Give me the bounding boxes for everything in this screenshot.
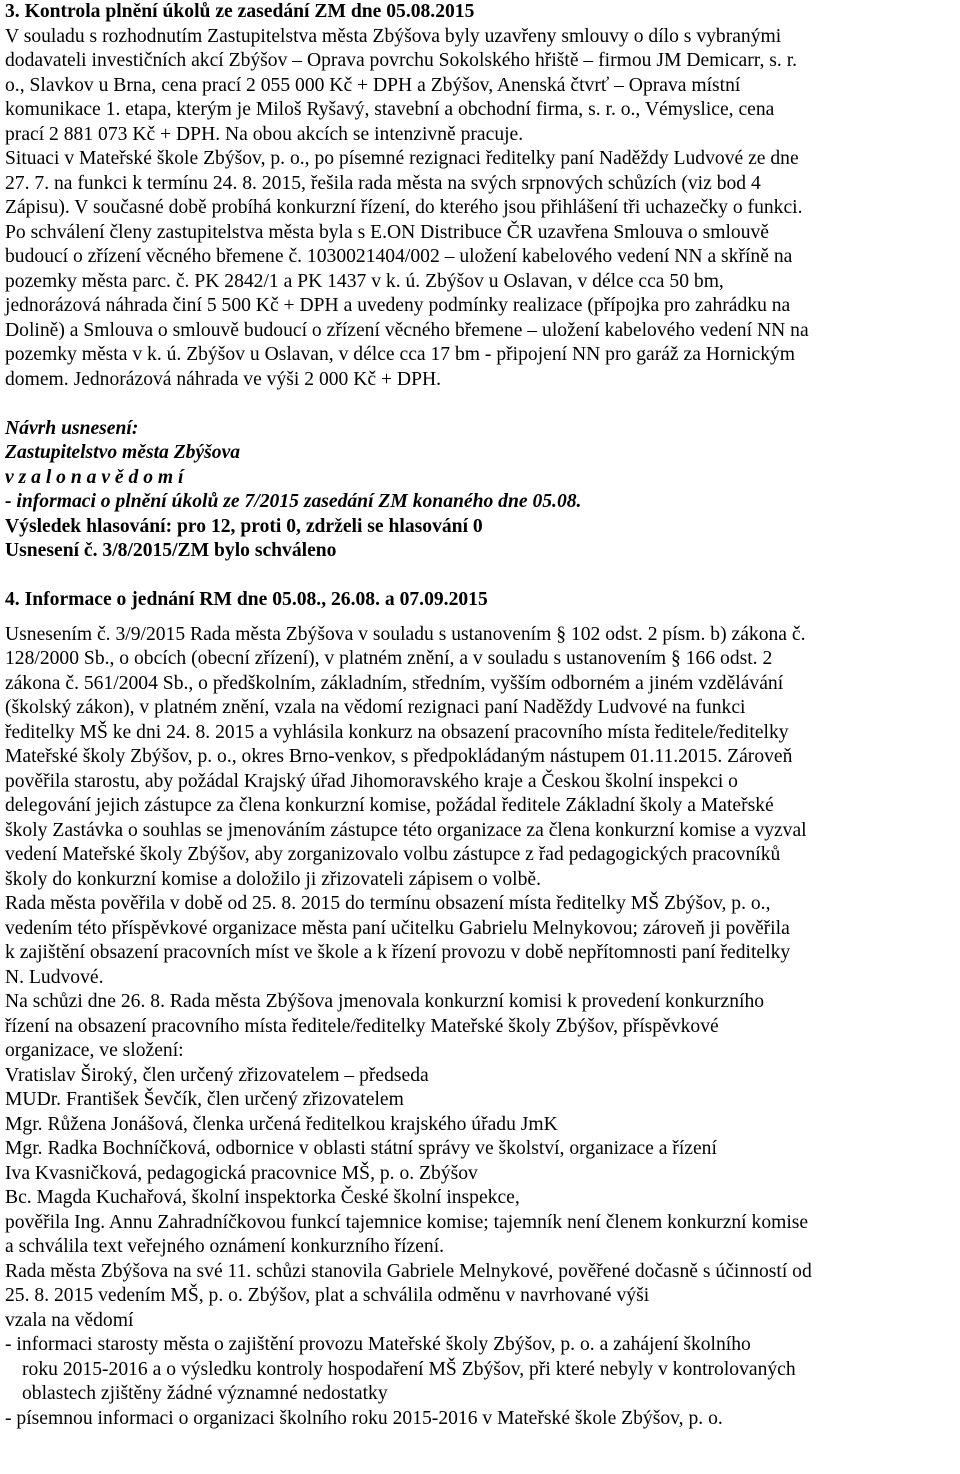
committee-member: Bc. Magda Kuchařová, školní inspektorka České školní inspekce, [5, 1187, 520, 1208]
text-line: V souladu s rozhodnutím Zastupitelstva města Zbýšova byly uzavřeny smlouvy o dílo s vybranými [5, 25, 782, 47]
text-line: zákona č. 561/2004 Sb., o předškolním, základním, středním, vyšším odborném a jiném vzdělávání [5, 672, 784, 694]
text-line: Po schválení členy zastupitelstva města byla s E.ON Distribuce ČR uzavřena Smlouva o smlouvě [5, 221, 769, 243]
text-line: Rada města pověřila v době od 25. 8. 2015 do termínu obsazení místa ředitelky MŠ Zbýšov, p. o., [5, 893, 771, 914]
section-4-body [5, 623, 957, 1432]
committee-member: Vratislav Široký, člen určený zřizovatelem – předseda [5, 1064, 429, 1086]
document-page [5, 0, 957, 1431]
text-line: ředitelky MŠ ke dni 24. 8. 2015 a vyhlásila konkurz na obsazení pracovního místa ředitele/ředitelky [5, 721, 789, 743]
resolution-block [5, 417, 957, 564]
text-line: Situaci v Mateřské škole Zbýšov, p. o., po písemné rezignaci ředitelky paní Naděždy Ludvové ze dne [5, 148, 799, 169]
text-line: Mateřské školy Zbýšov, p. o., okres Brno-venkov, s předpokládaným nástupem 01.11.2015. Zároveň [5, 746, 793, 767]
text-line: budoucí o zřízení věcného břemene č. 1030021404/002 – uložení kabelového vedení NN a skříně na [5, 246, 793, 267]
resolution-item: - informaci o plnění úkolů ze 7/2015 zasedání ZM konaného dne 05.08. [5, 491, 582, 512]
text-line: Usnesením č. 3/9/2015 Rada města Zbýšova v souladu s ustanovením § 102 odst. 2 písm. b) zákona č. [5, 623, 806, 645]
proposal-label: Návrh usnesení: [5, 417, 139, 439]
text-line: školy do konkurzní komise a doložilo ji zřizovateli zápisem o volbě. [5, 868, 541, 890]
resolution-action: v z a l o n a v ě d o m í [5, 466, 184, 488]
text-line: (školský zákon), v platném znění, vzala na vědomí rezignaci paní Naděždy Ludvové na funkci [5, 697, 746, 718]
text-line: dodavateli investičních akcí Zbýšov – Oprava povrchu Sokolského hřiště – firmou JM Demicarr, s. r. [5, 50, 798, 71]
list-item-continuation: roku 2015-2016 a o výsledku kontroly hospodaření MŠ Zbýšov, při které nebyly v kontrolovaných [22, 1358, 796, 1380]
text-line: řízení na obsazení pracovního místa ředitele/ředitelky Mateřské školy Zbýšov, příspěvkové [5, 1015, 719, 1037]
text-line: pověřila starostu, aby požádal Krajský úřad Jihomoravského kraje a Českou školní inspekci o [5, 770, 738, 792]
list-item: - písemnou informaci o organizaci školního roku 2015-2016 v Mateřské škole Zbýšov, p. o. [5, 1407, 723, 1429]
text-line: pozemky města parc. č. PK 2842/1 a PK 1437 v k. ú. Zbýšov u Oslavan, v délce cca 50 bm, [5, 270, 724, 292]
text-line: vzala na vědomí [5, 1309, 134, 1331]
text-line: 128/2000 Sb., o obcích (obecní zřízení), v platném znění, a v souladu s ustanovením § 166 odst. 2 [5, 648, 773, 669]
text-line: jednorázová náhrada činí 5 500 Kč + DPH a uvedeny podmínky realizace (přípojka pro zahrádku na [5, 295, 791, 316]
section-3-heading: 3. Kontrola plnění úkolů ze zasedání ZM dne 05.08.2015 [5, 1, 475, 22]
text-line: 25. 8. 2015 vedením MŠ, p. o. Zbýšov, plat a schválila odměnu v navrhované výši [5, 1285, 650, 1306]
text-line: Zápisu). V současné době probíhá konkurzní řízení, do kterého jsou přihlášení tři uchazečky o funkci. [5, 197, 803, 218]
text-line: organizace, ve složení: [5, 1040, 184, 1061]
text-line: školy Zastávka o souhlas se jmenováním zástupce této organizace za člena konkurzní komise a vyzval [5, 819, 807, 841]
text-line: vedení Mateřské školy Zbýšov, aby zorganizovalo volbu zástupce z řad pedagogických pracovníků [5, 844, 781, 865]
section-4-heading: 4. Informace o jednání RM dne 05.08., 26.08. a 07.09.2015 [5, 589, 488, 610]
committee-member: Mgr. Růžena Jonášová, členka určená ředitelkou krajského úřadu JmK [5, 1113, 558, 1135]
text-line: a schválila text veřejného oznámení konkurzního řízení. [5, 1236, 445, 1257]
text-line: Rada města Zbýšova na své 11. schůzi stanovila Gabriele Melnykové, pověřené dočasně s účinností od [5, 1260, 812, 1282]
resolution-body: Zastupitelstvo města Zbýšova [5, 442, 241, 463]
vote-result: Výsledek hlasování: pro 12, proti 0, zdrželi se hlasování 0 [5, 515, 483, 537]
text-line: domem. Jednorázová náhrada ve výši 2 000 Kč + DPH. [5, 368, 442, 390]
committee-member: MUDr. František Ševčík, člen určený zřizovatelem [5, 1089, 404, 1110]
text-line: k zajištění obsazení pracovních míst ve škole a k řízení provozu v době nepřítomnosti paní ředitelky [5, 942, 791, 963]
text-line: pověřila Ing. Annu Zahradníčkovou funkcí tajemnice komise; tajemník není členem konkurzní komise [5, 1211, 809, 1233]
list-item: - informaci starosty města o zajištění provozu Mateřské školy Zbýšov, p. o. a zahájení školního [5, 1334, 751, 1355]
section-3-body [5, 25, 957, 393]
text-line: 27. 7. na funkci k termínu 24. 8. 2015, řešila rada města na svých srpnových schůzích (viz bod 4 [5, 172, 761, 194]
text-line: prací 2 881 073 Kč + DPH. Na obou akcích se intenzivně pracuje. [5, 123, 524, 145]
committee-member: Iva Kvasničková, pedagogická pracovnice MŠ, p. o. Zbýšov [5, 1162, 478, 1184]
committee-member: Mgr. Radka Bochníčková, odbornice v oblasti státní správy ve školství, organizace a řízení [5, 1138, 717, 1159]
text-line: Na schůzi dne 26. 8. Rada města Zbýšova jmenovala konkurzní komisi k provedení konkurzního [5, 991, 765, 1012]
text-line: komunikace 1. etapa, kterým je Miloš Ryšavý, stavební a obchodní firma, s. r. o., Vémyslice, cena [5, 99, 775, 120]
text-line: vedením této příspěvkové organizace města paní učitelku Gabrielu Melnykovou; zároveň ji pověřila [5, 917, 790, 939]
list-item-continuation: oblastech zjištěny žádné významné nedostatky [22, 1383, 388, 1404]
text-line: o., Slavkov u Brna, cena prací 2 055 000 Kč + DPH a Zbýšov, Anenská čtvrť – Oprava místní [5, 74, 741, 96]
text-line: pozemky města v k. ú. Zbýšov u Oslavan, v délce cca 17 bm - připojení NN pro garáž za Hornickým [5, 344, 796, 365]
text-line: Dolině) a Smlouva o smlouvě budoucí o zřízení věcného břemene – uložení kabelového vedení NN na [5, 319, 809, 341]
text-line: delegování jejich zástupce za člena konkurzní komise, požádal ředitele Základní školy a Mateřské [5, 795, 774, 816]
text-line: N. Ludvové. [5, 966, 104, 988]
resolution-result: Usnesení č. 3/8/2015/ZM bylo schváleno [5, 540, 337, 561]
